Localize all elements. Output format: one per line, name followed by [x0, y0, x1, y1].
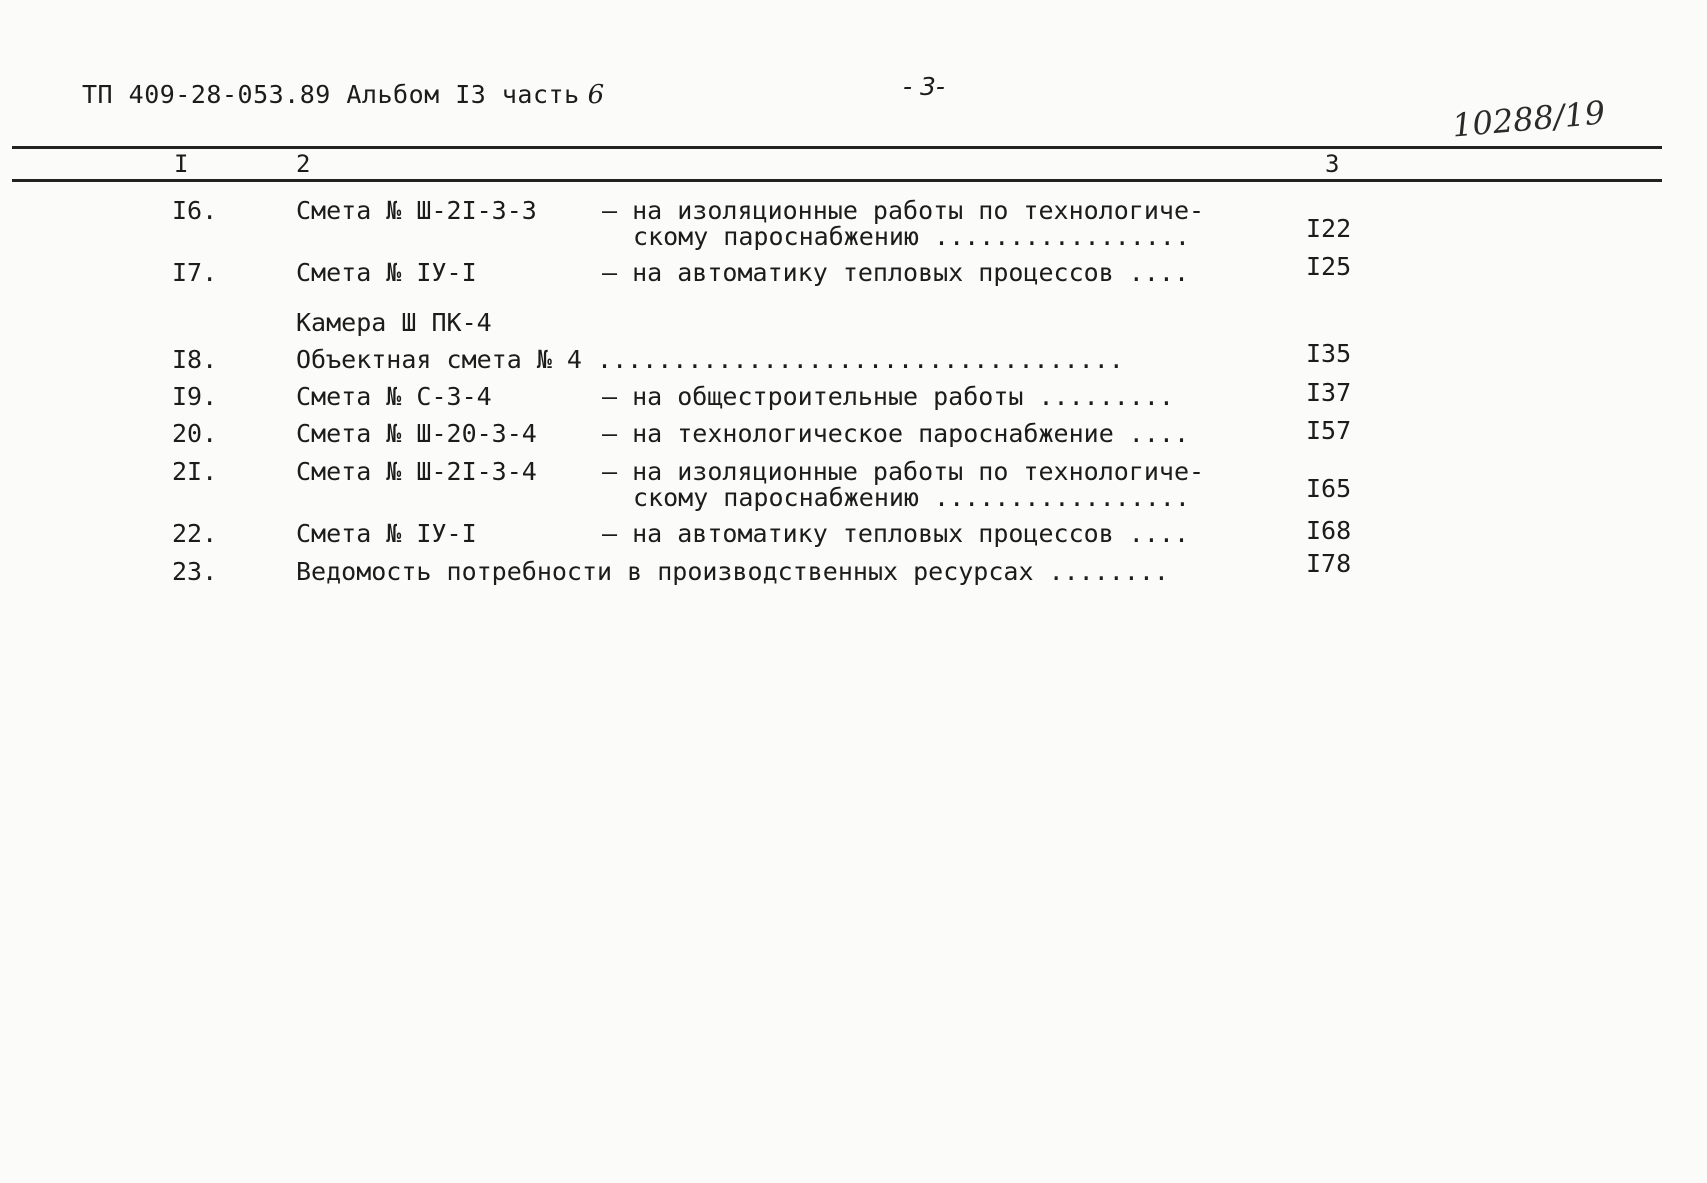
column-header-2: 2: [296, 150, 311, 178]
row-number: 23.: [172, 557, 218, 586]
row-name: Объектная смета № 4 ...................................: [296, 345, 1124, 374]
row-number: I9.: [172, 382, 218, 411]
row-description: – на автоматику тепловых процессов ....: [602, 519, 1189, 548]
row-name: Смета № IУ-I: [296, 519, 477, 548]
row-name: Смета № Ш-20-3-4: [296, 419, 537, 448]
row-number: 22.: [172, 519, 218, 548]
row-name: Ведомость потребности в производственных ресурсах ........: [296, 557, 1169, 586]
row-description-continued: скому пароснабжению .................: [633, 483, 1190, 512]
row-description: – на изоляционные работы по технологиче-: [602, 457, 1205, 486]
row-description-continued: скому пароснабжению .................: [633, 222, 1190, 251]
section-heading: Камера Ш ПК-4: [296, 308, 492, 337]
row-page: I35: [1306, 339, 1352, 368]
page-number: - 3-: [903, 72, 945, 101]
column-header-1: I: [174, 150, 189, 178]
row-description: – на общестроительные работы .........: [602, 382, 1174, 411]
row-number: 2I.: [172, 457, 218, 486]
row-page: I22: [1306, 214, 1352, 243]
row-description: – на автоматику тепловых процессов ....: [602, 258, 1189, 287]
row-page: I65: [1306, 474, 1352, 503]
row-number: I6.: [172, 196, 218, 225]
row-page: I78: [1306, 549, 1352, 578]
row-number: 20.: [172, 419, 218, 448]
document-part-number: 6: [587, 80, 605, 110]
row-page: I37: [1306, 378, 1352, 407]
table-top-rule: [12, 146, 1662, 149]
handwritten-archive-number: 10288/19: [1450, 93, 1607, 145]
row-number: I7.: [172, 258, 218, 287]
row-name: Смета № С-3-4: [296, 382, 492, 411]
column-header-3: 3: [1325, 150, 1340, 178]
document-code: [82, 80, 605, 110]
table-header-rule: [12, 179, 1662, 182]
row-name: Смета № IУ-I: [296, 258, 477, 287]
row-description: – на технологическое пароснабжение ....: [602, 419, 1189, 448]
document-code-text: ТП 409-28-053.89 Альбом I3 часть: [82, 80, 580, 109]
row-page: I57: [1306, 416, 1352, 445]
row-number: I8.: [172, 345, 218, 374]
row-description: – на изоляционные работы по технологиче-: [602, 196, 1205, 225]
row-name: Смета № Ш-2I-3-3: [296, 196, 537, 225]
row-name: Смета № Ш-2I-3-4: [296, 457, 537, 486]
row-page: I25: [1306, 252, 1352, 281]
row-page: I68: [1306, 516, 1352, 545]
